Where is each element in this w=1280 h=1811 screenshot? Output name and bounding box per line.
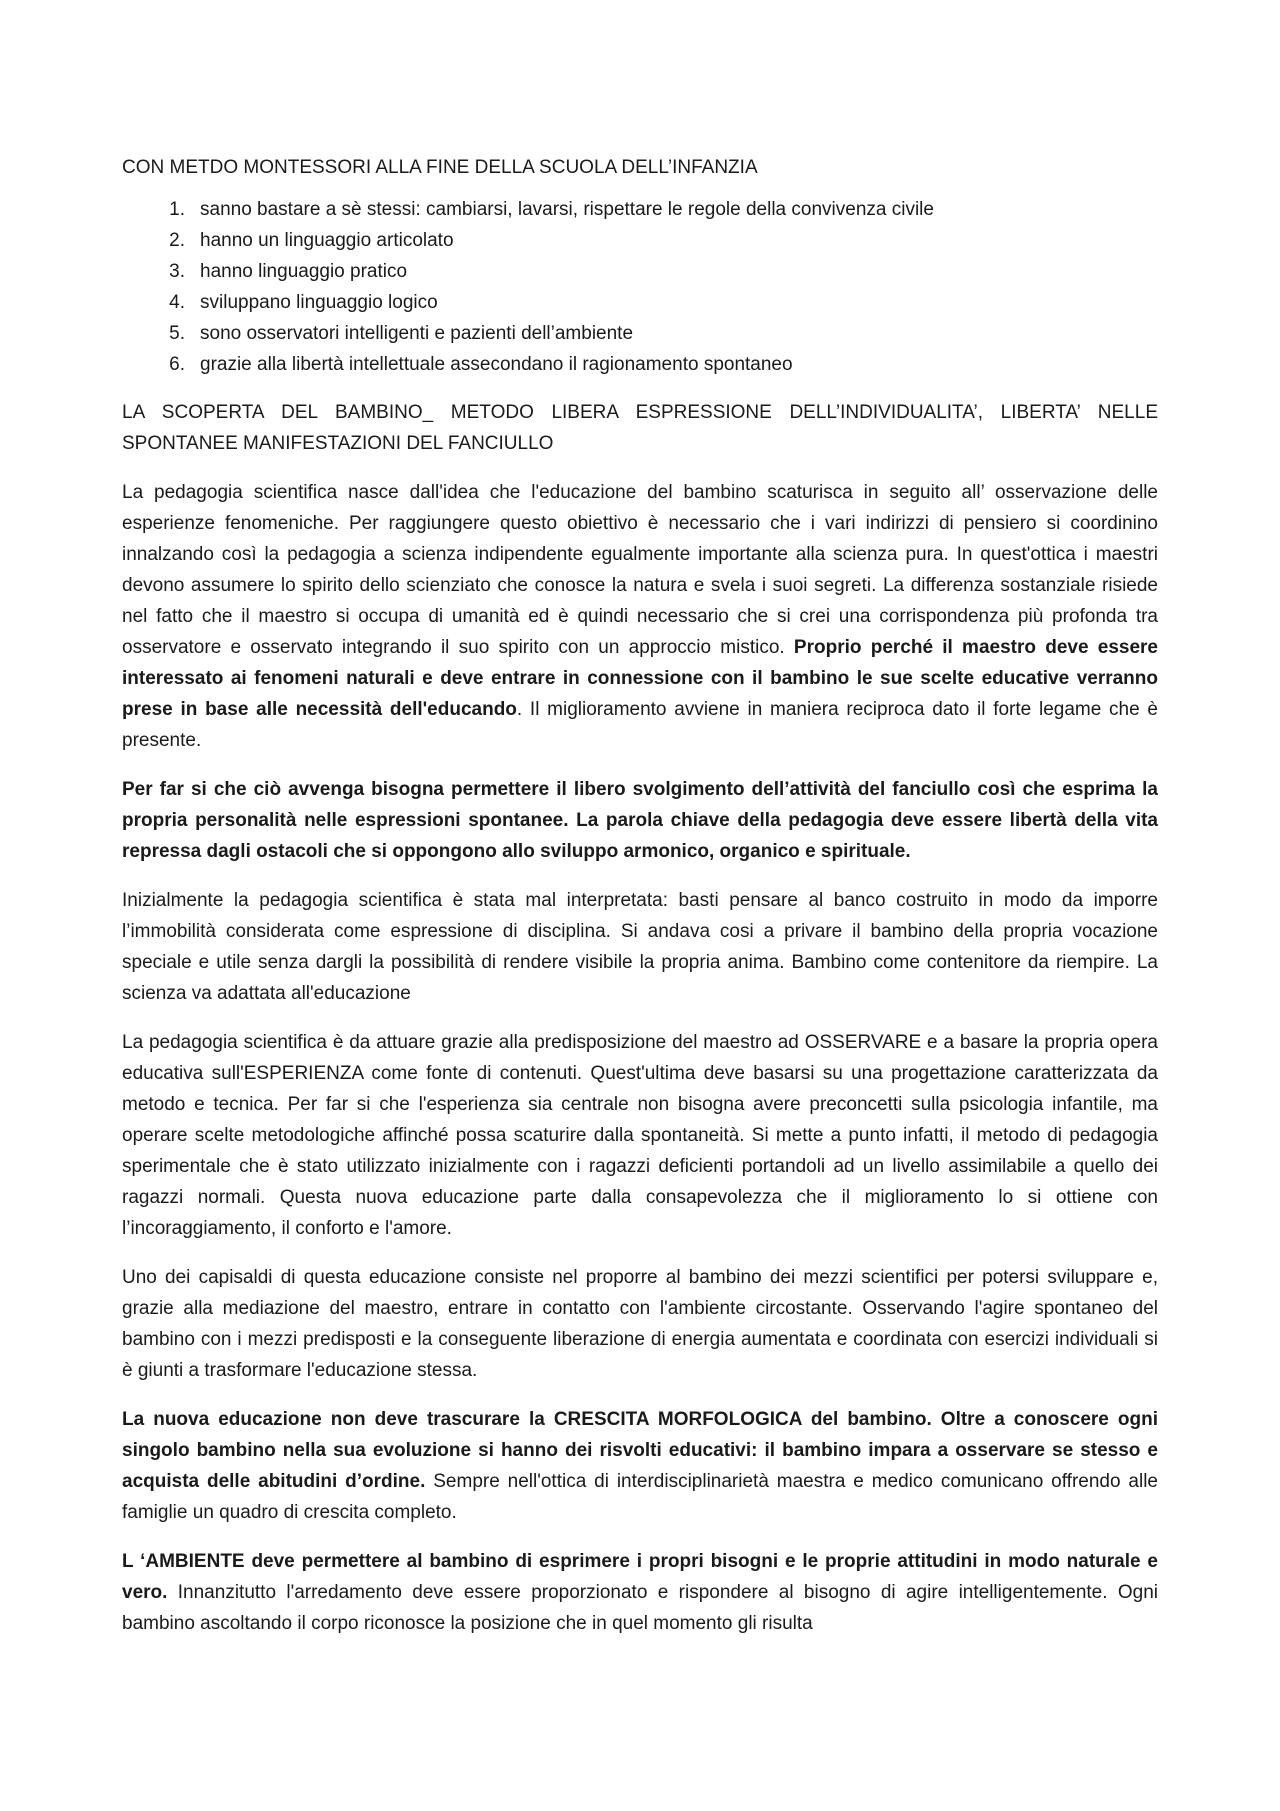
- paragraph-crescita: [122, 1404, 1158, 1528]
- list-item: [122, 349, 1158, 380]
- list-item: [122, 318, 1158, 349]
- paragraph-osservare: La pedagogia scientifica è da attuare grazie alla predisposizione del maestro ad OSSERVARE e a basare la propria opera educativa sull'ESPERIENZA come fonte di contenuti. Quest'ultima deve basarsi su una progettazione caratterizzata da metodo e tecnica. Per far si che l'esperienza sia centrale non bisogna avere preconcetti sulla psicologia infantile, ma operare scelte metodologiche affinché possa scaturire dalla spontaneità. Si mette a punto infatti, il metodo di pedagogia sperimentale che è stato utilizzato inizialmente con i ragazzi deficienti portandoli ad un livello assimilabile a quello dei ragazzi normali. Questa nuova educazione parte dalla consapevolezza che il miglioramento lo si ottiene con l’incoraggiamento, il conforto e l'amore.: [122, 1032, 1158, 1239]
- list-item-number: 6.: [169, 354, 185, 375]
- list-item: [122, 194, 1158, 225]
- list-item-number: 1.: [169, 199, 185, 220]
- paragraph-interpretazione: Inizialmente la pedagogia scientifica è stata mal interpretata: basti pensare al banco costruito in modo da imporre l’immobilità considerata come espressione di disciplina. Si andava cosi a privare il bambino della propria vocazione speciale e utile senza dargli la possibilità di rendere visibile la propria anima. Bambino come contenitore da riempire. La scienza va adattata all'educazione: [122, 890, 1158, 1004]
- paragraph-ambiente: [122, 1546, 1158, 1639]
- list-item-text: grazie alla libertà intellettuale assecondano il ragionamento spontaneo: [200, 354, 793, 375]
- list-item: [122, 287, 1158, 318]
- list-item-number: 4.: [169, 292, 185, 313]
- paragraph-text: La pedagogia scientifica nasce dall'idea che l'educazione del bambino scaturisca in seguito all’ osservazione delle esperienze fenomeniche. Per raggiungere questo obiettivo è necessario che i vari indirizzi di pensiero si coordinino innalzando così la pedagogia a scienza indipendente egualmente importante alla scienza pura. In quest'ottica i maestri devono assumere lo spirito dello scienziato che conosce la natura e svela i suoi segreti. La differenza sostanziale risiede nel fatto che il maestro si occupa di umanità ed è quindi necessario che si crei una corrispondenza più profonda tra osservatore e osservato integrando il suo spirito con un approccio mistico.: [122, 482, 1158, 658]
- list-item-number: 5.: [169, 323, 185, 344]
- paragraph-liberta: Per far si che ciò avvenga bisogna permettere il libero svolgimento dell’attività del fanciullo così che esprima la propria personalità nelle espressioni spontanee. La parola chiave della pedagogia deve essere libertà della vita repressa dagli ostacoli che si oppongono allo sviluppo armonico, organico e spirituale.: [122, 779, 1158, 862]
- list-item-text: hanno linguaggio pratico: [200, 261, 408, 282]
- list-item-number: 2.: [169, 230, 185, 251]
- paragraph-bold-text: La nuova educazione non deve trascurare la CRESCITA MORFOLOGICA del bambino. Oltre a conoscere ogni singolo bambino nella sua evoluzione si hanno dei risvolti educativi: il bambino impara a osservare se stesso e acquista delle abitudini d’ordine.: [122, 1409, 1158, 1492]
- list-item: [122, 256, 1158, 287]
- paragraph-capisaldi: Uno dei capisaldi di questa educazione consiste nel proporre al bambino dei mezzi scientifici per potersi sviluppare e, grazie alla mediazione del maestro, entrare in contatto con l'ambiente circostante. Osservando l'agire spontaneo del bambino con i mezzi predisposti e la conseguente liberazione di energia aumentata e coordinata con esercizi individuali si è giunti a trasformare l'educazione stessa.: [122, 1267, 1158, 1381]
- paragraph-text: Innanzitutto l'arredamento deve essere proporzionato e rispondere al bisogno di agire intelligentemente. Ogni bambino ascoltando il corpo riconosce la posizione che in quel momento gli risulta: [122, 1582, 1158, 1634]
- outcomes-list: [122, 194, 1158, 380]
- paragraph-bold-text: Proprio perché il maestro deve essere interessato ai fenomeni naturali e deve entrare in connessione con il bambino le sue scelte educative verranno prese in base alle necessità dell'educando: [122, 637, 1158, 720]
- paragraph-pedagogia-scientifica: [122, 477, 1158, 756]
- list-item-text: sanno bastare a sè stessi: cambiarsi, lavarsi, rispettare le regole della convivenza civile: [200, 199, 934, 220]
- paragraph-bold-text: L ‘AMBIENTE deve permettere al bambino di esprimere i propri bisogni e le proprie attitudini in modo naturale e vero.: [122, 1551, 1158, 1603]
- list-item: [122, 225, 1158, 256]
- list-item-text: hanno un linguaggio articolato: [200, 230, 454, 251]
- document-heading: CON METDO MONTESSORI ALLA FINE DELLA SCUOLA DELL’INFANZIA: [122, 157, 758, 178]
- list-item-number: 3.: [169, 261, 185, 282]
- document-page: [122, 152, 1158, 1657]
- paragraph-text: . Il miglioramento avviene in maniera reciproca dato il forte legame che è presente.: [122, 699, 1158, 751]
- list-item-text: sviluppano linguaggio logico: [200, 292, 438, 313]
- section-heading: LA SCOPERTA DEL BAMBINO_ METODO LIBERA ESPRESSIONE DELL’INDIVIDUALITA’, LIBERTA’ NELLE SPONTANEE MANIFESTAZIONI DEL FANCIULLO: [122, 402, 1158, 454]
- list-item-text: sono osservatori intelligenti e pazienti dell’ambiente: [200, 323, 634, 344]
- paragraph-text: Sempre nell'ottica di interdisciplinarietà maestra e medico comunicano offrendo alle famiglie un quadro di crescita completo.: [122, 1471, 1158, 1523]
